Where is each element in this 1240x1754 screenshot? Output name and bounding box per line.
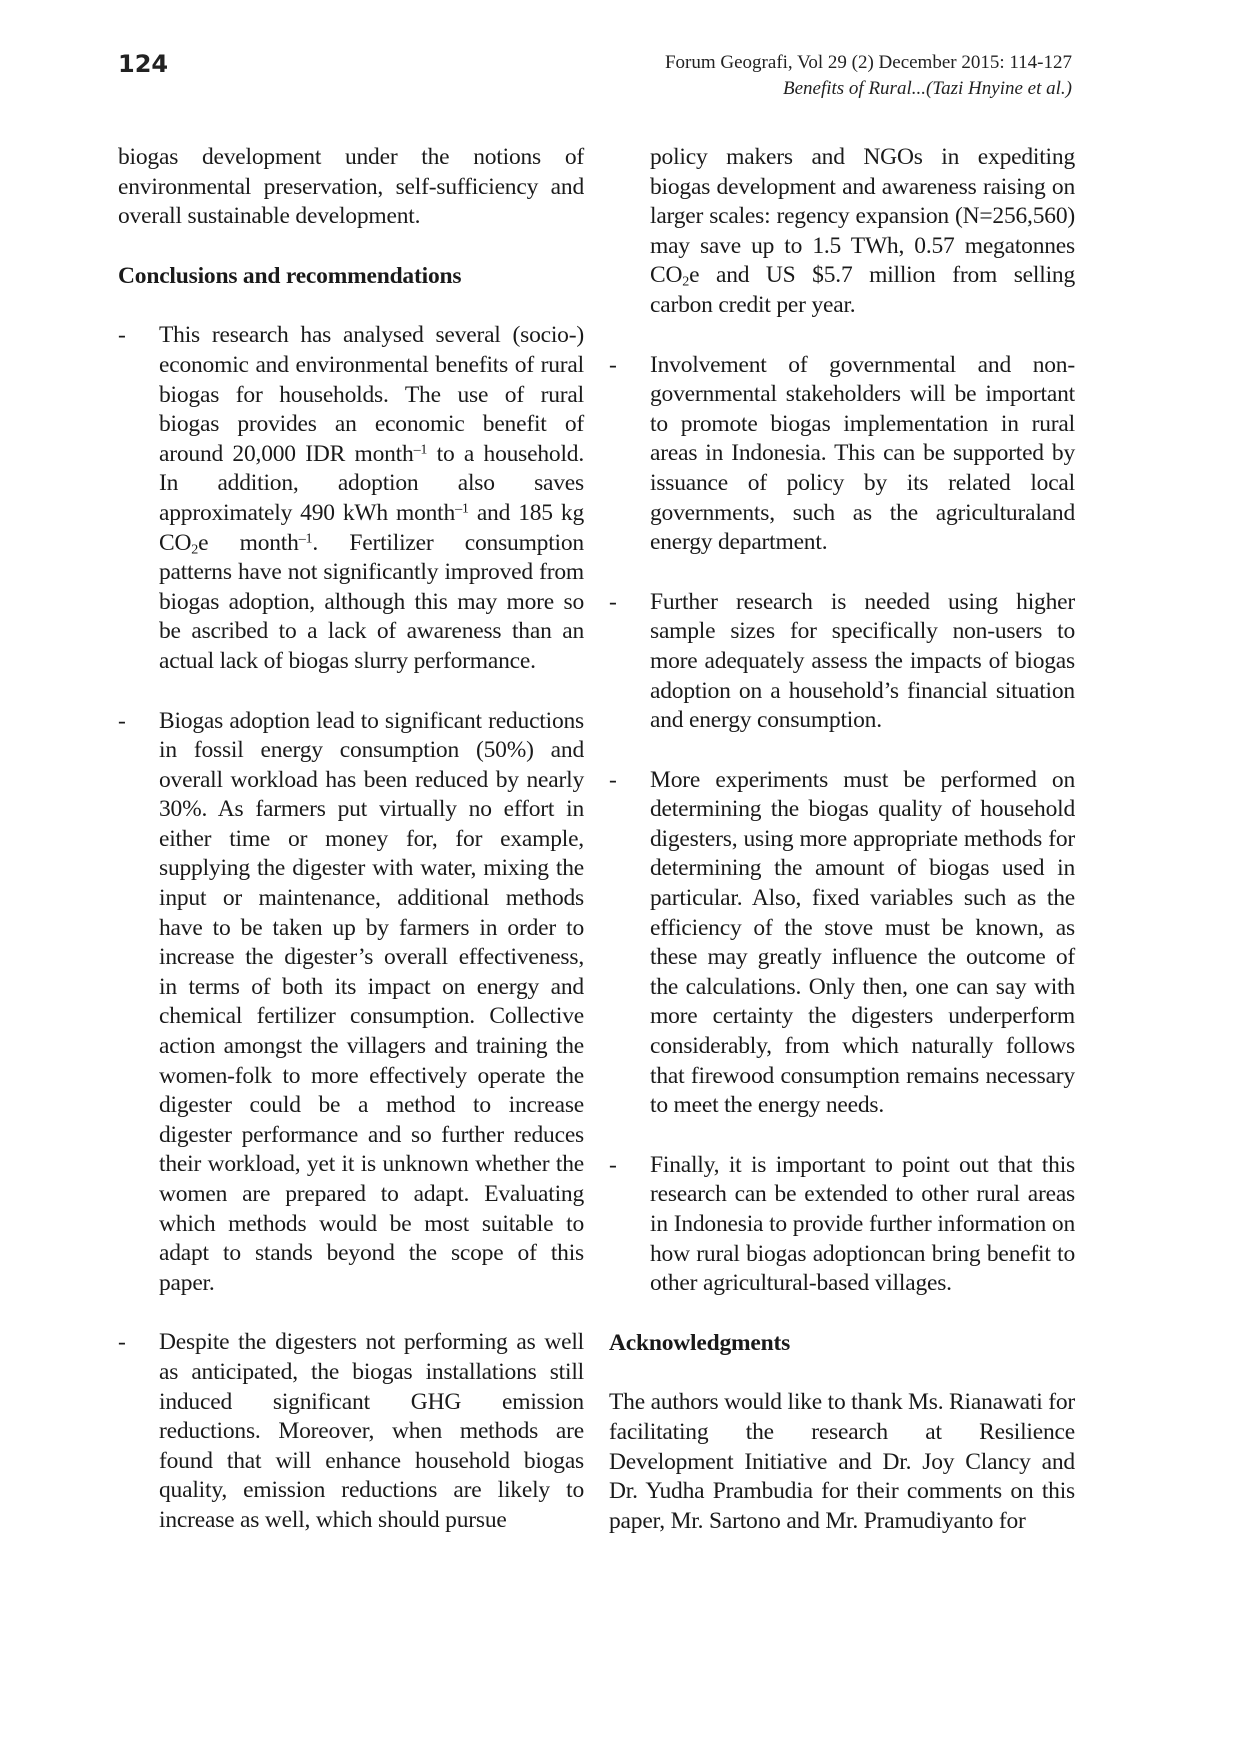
list-text: Further research is needed using higher sample sizes for specifically non-users to more adequately assess the impacts of biogas adoption on a household’s financial situation and energy consumption. [650,588,1075,734]
list-item [609,1151,1075,1299]
list-item [118,1328,584,1535]
list-item-continued [609,143,1075,321]
acknowledgments-paragraph: The authors would like to thank Ms. Rianawati for facilitating the research at Resilience Development Initiative and Dr. Joy Clancy and Dr. Yudha Prambudia for their comments on this paper, Mr. Sartono and Mr. Pramudiyanto for [609,1389,1075,1534]
list-text: e and US $5.7 million from selling carbon credit per year. [650,262,1075,318]
list-item [118,321,584,676]
list-text: More experiments must be performed on determining the biogas quality of household digesters, using more appropriate methods for determining the amount of biogas used in particular. Also, fixed variables such as the efficiency of the stove must be known, as these may greatly influence the outcome of the calculations. Only then, one can say with more certainty the digesters underperform considerably, from which naturally follows that firewood consumption remains necessary to meet the energy needs. [650,766,1075,1119]
list-item [609,351,1075,558]
list-text: This research has analysed several (socio-) economic and environmental benefits of rural biogas for households. The use of rural biogas provides an economic benefit of around 20,000 IDR month [159,322,584,467]
list-text: to a household. In addition, adoption also saves approximately 490 kWh month [159,440,584,526]
list-text: Finally, it is important to point out that this research can be extended to other rural areas in Indonesia to provide further information on how rural biogas adoptioncan bring benefit to other agricultural-based villages. [650,1151,1075,1297]
list-dash: - [118,1329,126,1356]
list-dash: - [609,1151,617,1178]
page-number: 124 [118,50,169,78]
right-column [609,143,1075,1536]
list-text: Involvement of governmental and non-governmental stakeholders will be important to promote biogas implementation in rural areas in Indonesia. This can be supported by issuance of policy by its related local governments, such as the agriculturaland energy department. [650,351,1075,556]
list-dash: - [118,322,126,349]
superscript: –1 [455,500,469,517]
journal-citation: Forum Geografi, Vol 29 (2) December 2015: 114-127 [664,52,1072,73]
left-column [118,143,584,1536]
list-text: policy makers and NGOs in expediting biogas development and awareness raising on larger scales: regency expansion (N=256,560) may save up to 1.5 TWh, 0.57 megatonnes CO [650,144,1075,289]
list-text: . Fertilizer consumption patterns have not significantly improved from biogas adoption, although this may more so be ascribed to a lack of awareness than an actual lack of biogas slurry performance. [159,529,584,674]
list-text: e month [198,529,299,556]
list-dash: - [609,588,617,615]
continued-paragraph: biogas development under the notions of environmental preservation, self-sufficiency and overall sustainable development. [118,144,584,230]
list-text: Biogas adoption lead to significant reductions in fossil energy consumption (50%) and overall workload has been reduced by nearly 30%. As farmers put virtually no effort in either time or money for, for example, supplying the digester with water, mixing the input or maintenance, additional methods have to be taken up by farmers in order to increase the digester’s overall effectiveness, in terms of both its impact on energy and chemical fertilizer consumption. Collective action amongst the villagers and training the women-folk to more effectively operate the digester could be a method to increase digester performance and so further reduces their workload, yet it is unknown whether the women are prepared to adapt. Evaluating which methods would be most suitable to adapt to stands beyond the scope of this paper. [159,707,584,1296]
list-text: and 185 kg CO [159,499,585,556]
superscript: –1 [298,529,313,546]
subscript: 2 [191,541,199,558]
running-head [665,50,1072,102]
list-item [609,588,1075,736]
list-item [118,707,584,1299]
list-item [609,766,1075,1121]
section-heading-acknowledgments: Acknowledgments [609,1329,791,1356]
list-dash: - [609,766,617,793]
section-heading-conclusions: Conclusions and recommendations [118,262,462,289]
subscript: 2 [682,273,690,290]
superscript: –1 [413,441,428,457]
list-text: Despite the digesters not performing as well as anticipated, the biogas installations still induced significant GHG emission reductions. Moreover, when methods are found that will enhance household biogas quality, emission reductions are likely to increase as well, which should pursue [159,1329,584,1533]
article-short-title: Benefits of Rural...(Tazi Hnyine et al.) [782,78,1072,99]
list-dash: - [118,707,126,734]
list-dash: - [609,351,617,378]
